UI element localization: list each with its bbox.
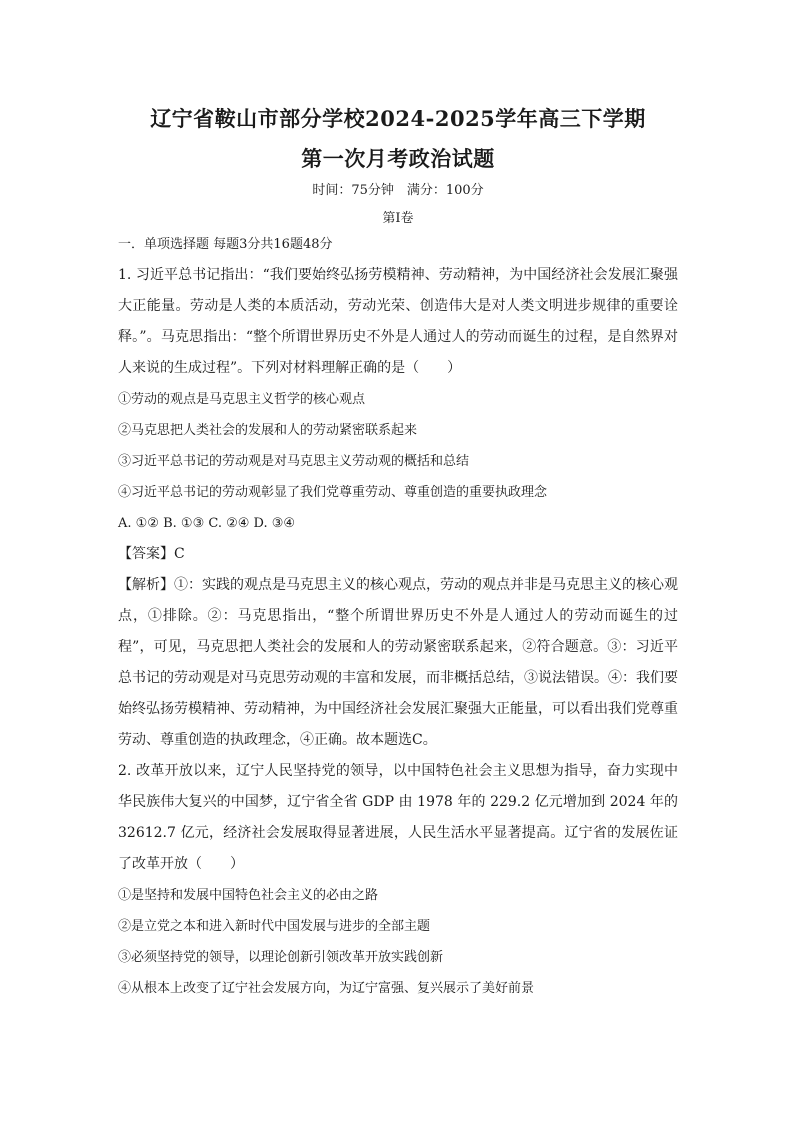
question-1-option-1: ①劳动的观点是马克思主义哲学的核心观点 [118,392,366,407]
question-2-option-4: ④从根本上改变了辽宁社会发展方向，为辽宁富强、复兴展示了美好前景 [118,981,535,996]
question-2-option-1: ①是坚持和发展中国特色社会主义的必由之路 [118,888,379,903]
exam-title-line1: 辽宁省鞍山市部分学校2024-2025学年高三下学期 [150,106,646,131]
question-1-option-4: ④习近平总书记的劳动观彰显了我们党尊重劳动、尊重创造的重要执政理念 [118,485,548,500]
question-1-answer: 【答案】C [118,546,185,562]
exam-time-score: 时间：75分钟 满分：100分 [312,183,484,198]
question-2-option-2: ②是立党之本和进入新时代中国发展与进步的全部主题 [118,919,431,934]
exam-title-line2: 第一次月考政治试题 [301,146,495,171]
question-2 [118,756,678,1004]
question-1-stem: 1. 习近平总书记指出：“我们要始终弘扬劳模精神、劳动精神，为中国经济社会发展汇聚强大正能量。劳动是人类的本质活动，劳动光荣、创造伟大是对人类文明进步规律的重要诠释。”。马克思指出：“整个所谓世界历史不外是人通过人的劳动而诞生的过程，是自然界对人来说的生成过程”。下列对材料理解正确的是（ ） [118,267,678,376]
question-1-choices: A. ①② B. ①③ C. ②④ D. ③④ [118,516,296,531]
question-2-option-3: ③必须坚持党的领导，以理论创新引领改革开放实践创新 [118,950,444,965]
question-2-stem: 2. 改革开放以来，辽宁人民坚持党的领导，以中国特色社会主义思想为指导，奋力实现中华民族伟大复兴的中国梦，辽宁省全省 GDP 由 1978 年的 229.2 亿元增加到 2024 年的 32612.7 亿元，经济社会发展取得显著进展，人民生活水平显著提高。辽宁省的发展佐证了改革开放（ ） [118,763,678,872]
section-heading: 一．单项选择题 每题3分共16题48分 [118,237,333,252]
volume-label: 第Ⅰ卷 [382,211,414,226]
question-1-analysis: 【解析】①：实践的观点是马克思主义的核心观点，劳动的观点并非是马克思主义的核心观点，①排除。②：马克思指出，“整个所谓世界历史不外是人通过人的劳动而诞生的过程”，可见，马克思把人类社会的发展和人的劳动紧密联系起来，②符合题意。③：习近平总书记的劳动观是对马克思劳动观的丰富和发展，而非概括总结，③说法错误。④：我们要始终弘扬劳模精神、劳动精神，为中国经济社会发展汇聚强大正能量，可以看出我们党尊重劳动、尊重创造的执政理念，④正确。故本题选C。 [118,577,678,748]
exam-page [118,100,678,1004]
question-1-option-2: ②马克思把人类社会的发展和人的劳动紧密联系起来 [118,423,418,438]
question-1 [118,260,678,756]
question-1-option-3: ③习近平总书记的劳动观是对马克思主义劳动观的概括和总结 [118,454,470,469]
